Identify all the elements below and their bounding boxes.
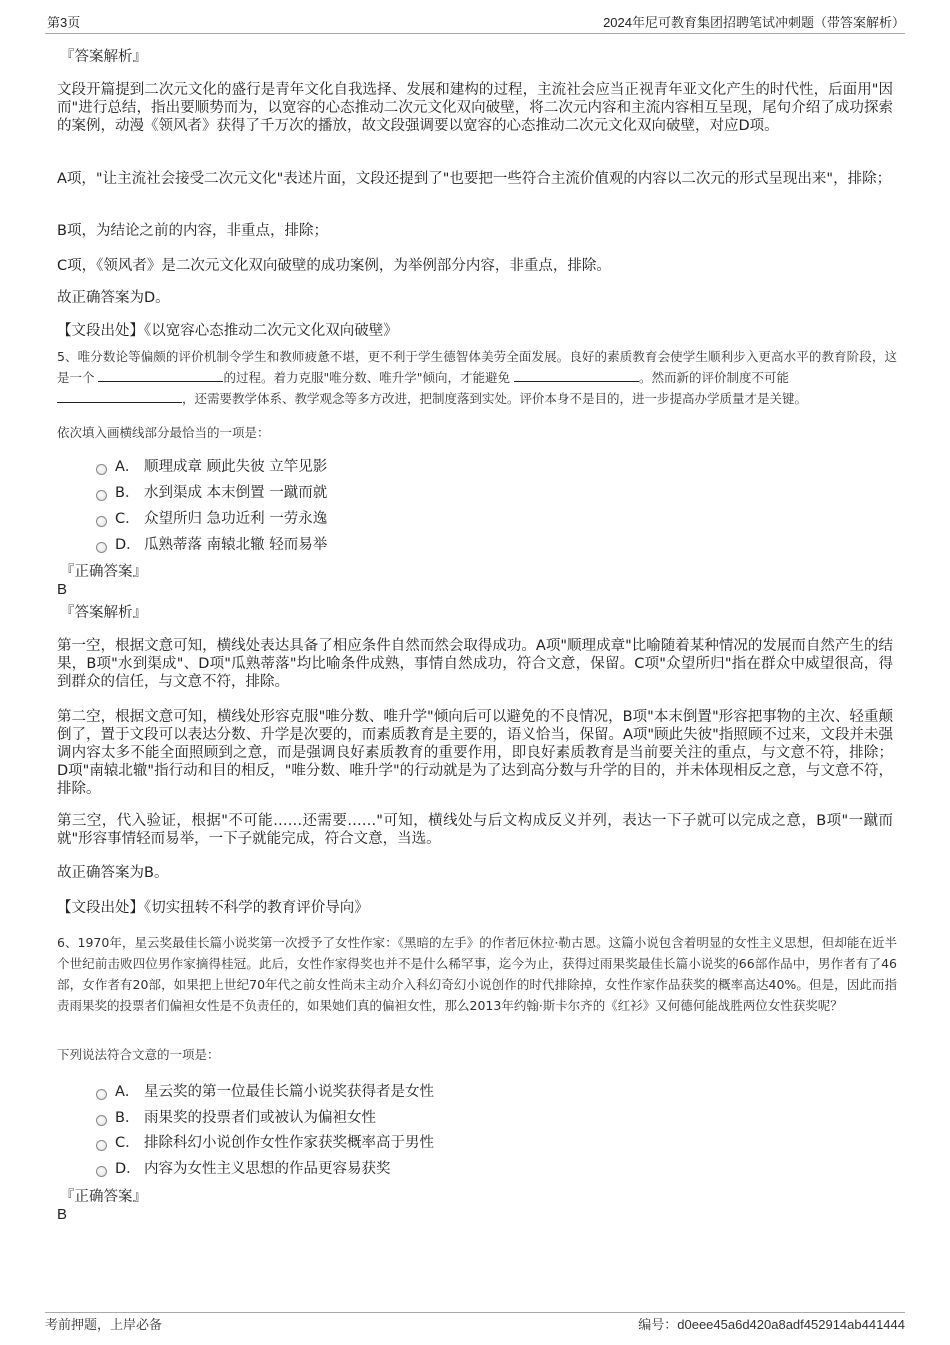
option-b[interactable] — [96, 1108, 376, 1128]
analysis-paragraph: 第三空，代入验证，根据"不可能……还需要……"可知，横线处与后文构成反义并列，表达一下子就可以完成之意，B项"一蹴而就"形容事情轻而易举，一下子就能完成，符合文意，当选。 — [57, 813, 893, 847]
question-text: 5、唯分数论等偏颇的评价机制令学生和教师疲惫不堪，更不利于学生德智体美劳全面发展。良好的素质教育会使学生顺利步入更高水平的教育阶段，这是一个 — [57, 349, 897, 385]
question-prompt: 下列说法符合文意的一项是： — [57, 1047, 220, 1062]
radio-button[interactable] — [96, 1140, 107, 1151]
correct-answer-label: 『正确答案』 — [60, 564, 147, 580]
option-c[interactable] — [96, 509, 327, 529]
option-d[interactable] — [96, 535, 327, 555]
option-letter: D． — [115, 537, 141, 553]
radio-button[interactable] — [96, 1166, 107, 1177]
radio-button[interactable] — [96, 542, 107, 553]
analysis-paragraph: 故正确答案为D。 — [57, 290, 170, 306]
radio-button[interactable] — [96, 1115, 107, 1126]
question-text: 。然而新的评价制度不可能 — [638, 370, 789, 385]
question-prompt: 依次填入画横线部分最恰当的一项是： — [57, 425, 270, 440]
option-a[interactable] — [96, 457, 327, 477]
radio-button[interactable] — [96, 516, 107, 527]
fill-blank — [514, 369, 639, 382]
option-letter: D． — [115, 1161, 141, 1177]
option-text: 顺理成章 顾此失彼 立竿见影 — [144, 459, 328, 475]
header-divider — [45, 33, 905, 34]
footer-divider — [45, 1312, 905, 1313]
document-id-value: d0eee45a6d420a8adf452914ab441444 — [677, 1317, 905, 1332]
passage-source: 【文段出处】《以宽容心态推动二次元文化双向破壁》 — [57, 323, 398, 339]
fill-blank — [98, 369, 223, 382]
analysis-paragraph: 第一空，根据文意可知，横线处表达具备了相应条件自然而然会取得成功。A项"顺理成章"比喻随着某种情况的发展而自然产生的结果，B项"水到渠成"、D项"瓜熟蒂落"均比喻条件成熟，事情自然成功，符合文意，保留。C项"众望所归"指在群众中威望很高，得到群众的信任，与文意不符，排除。 — [57, 638, 893, 690]
page-number: 第3页 — [47, 15, 81, 30]
analysis-paragraph: 第二空，根据文意可知，横线处形容克服"唯分数、唯升学"倾向后可以避免的不良情况，B项"本末倒置"形容把事物的主次、轻重颠倒了，置于文段可以表达分数、升学是次要的，而素质教育是主要的，语义恰当，保留。A项"顾此失彼"指照顾不过来，文段并未强调内容太多不能全面照顾到之意，而是强调良好素质教育的重要作用，即良好素质教育是当前要关注的重点，与文意不符，排除；D项"南辕北辙"指行动和目的相反，"唯分数、唯升学"的行动就是为了达到高分数与升学的目的，并未体现相反之意，与文意不符，排除。 — [57, 709, 893, 797]
question-6-text: 6、1970年，星云奖最佳长篇小说奖第一次授予了女性作家：《黑暗的左手》的作者厄休拉·勒古恩。这篇小说包含着明显的女性主义思想，但却能在近半个世纪前击败四位男作家摘得桂冠。此后，女性作家得奖也并不是什么稀罕事，迄今为止，获得过雨果奖最佳长篇小说奖的66部作品中，男作者有了46部，女作者有20部，如果把上世纪70年代之前女性尚未主动介入科幻奇幻小说创作的时代排除掉，女性作家作品获奖的概率高达40%。但是，因此而指责雨果奖的投票者们偏袒女性是不负责任的，如果她们真的偏袒女性，那么2013年约翰·斯卡尔齐的《红衫》又何德何能战胜两位女性获奖呢？ — [57, 935, 897, 1013]
option-text: 雨果奖的投票者们或被认为偏袒女性 — [144, 1110, 376, 1126]
analysis-paragraph: B项，为结论之前的内容，非重点，排除； — [57, 223, 328, 239]
radio-button[interactable] — [96, 490, 107, 501]
analysis-paragraph: C项，《领风者》是二次元文化双向破壁的成功案例，为举例部分内容，非重点，排除。 — [57, 258, 611, 274]
option-text: 内容为女性主义思想的作品更容易获奖 — [144, 1161, 391, 1177]
option-a[interactable] — [96, 1082, 434, 1102]
analysis-label: 『答案解析』 — [60, 49, 147, 65]
analysis-paragraph: 文段开篇提到二次元文化的盛行是青年文化自我选择、发展和建构的过程，主流社会应当正视青年亚文化产生的时代性，后面用"因而"进行总结，指出要顺势而为，以宽容的心态推动二次元文化双向破壁，将二次元内容和主流内容相互呈现，尾句介绍了成功探索的案例，动漫《领风者》获得了千万次的播放，故文段强调要以宽容的心态推动二次元文化双向破壁，对应D项。 — [57, 82, 893, 134]
correct-answer: B — [57, 581, 68, 598]
option-letter: B． — [115, 485, 140, 501]
fill-blank — [57, 390, 182, 403]
option-c[interactable] — [96, 1133, 434, 1153]
document-id-label: 编号： — [638, 1318, 678, 1333]
question-text: ，还需要教学体系、教学观念等多方改进，把制度落到实处。评价本身不是目的，进一步提高办学质量才是关键。 — [182, 391, 808, 406]
option-letter: C． — [115, 511, 140, 527]
document-id — [638, 1314, 905, 1333]
analysis-label: 『答案解析』 — [60, 605, 147, 621]
analysis-paragraph: 故正确答案为B。 — [57, 865, 169, 881]
option-letter: B． — [115, 1110, 140, 1126]
radio-button[interactable] — [96, 1089, 107, 1100]
option-text: 星云奖的第一位最佳长篇小说奖获得者是女性 — [144, 1084, 434, 1100]
question-5-text — [57, 346, 897, 409]
option-text: 排除科幻小说创作女性作家获奖概率高于男性 — [144, 1135, 434, 1151]
option-d[interactable] — [96, 1159, 391, 1179]
option-b[interactable] — [96, 483, 327, 503]
option-letter: A． — [115, 459, 140, 475]
option-text: 众望所归 急功近利 一劳永逸 — [144, 511, 328, 527]
correct-answer-label: 『正确答案』 — [60, 1189, 147, 1205]
footer-slogan: 考前押题，上岸必备 — [45, 1318, 163, 1333]
option-text: 瓜熟蒂落 南辕北辙 轻而易举 — [144, 537, 328, 553]
passage-source: 【文段出处】《切实扭转不科学的教育评价导向》 — [57, 900, 369, 916]
document-title: 2024年尼可教育集团招聘笔试冲刺题（带答案解析） — [603, 15, 905, 30]
option-letter: C． — [115, 1135, 140, 1151]
option-text: 水到渠成 本末倒置 一蹴而就 — [144, 485, 328, 501]
question-text: 的过程。着力克服"唯分数、唯升学"倾向，才能避免 — [223, 370, 514, 385]
analysis-paragraph: A项，"让主流社会接受二次元文化"表述片面，文段还提到了"也要把一些符合主流价值观的内容以二次元的形式呈现出来"，排除； — [57, 171, 892, 187]
radio-button[interactable] — [96, 464, 107, 475]
option-letter: A． — [115, 1084, 140, 1100]
correct-answer: B — [57, 1206, 68, 1223]
